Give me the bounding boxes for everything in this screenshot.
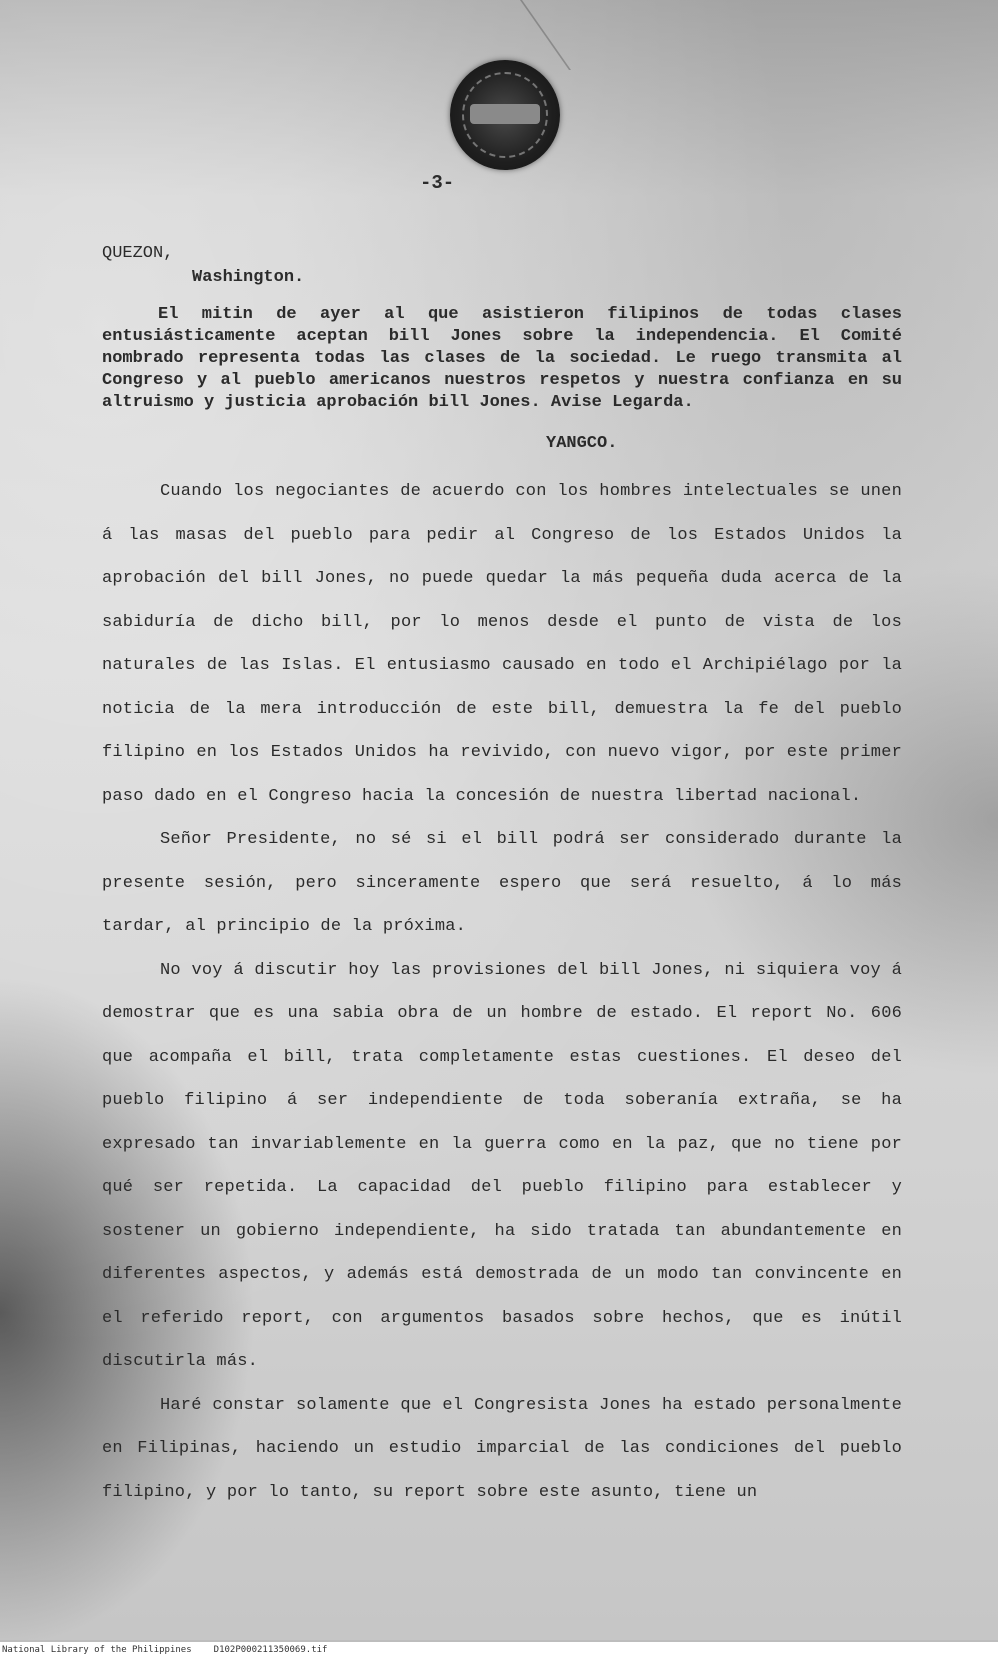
speech-paragraph: Haré constar solamente que el Congresista Jones ha estado personalmente en Filipinas, haciendo un estudio imparcial de las condiciones del pueblo filipino, y por lo tanto, su report sobre este asunto, tiene un [102, 1395, 902, 1502]
speech-paragraph: Señor Presidente, no sé si el bill podrá ser considerado durante la presente sesión, pero sinceramente espero que será resuelto, á lo más tardar, al principio de la próxima. [102, 830, 902, 936]
ink-stamp-seal [450, 60, 560, 170]
telegram-city: Washington. [192, 268, 305, 287]
speech-text [102, 470, 902, 1514]
page-number: -3- [420, 172, 455, 194]
telegram-recipient: QUEZON, [102, 244, 174, 263]
scan-footer [0, 1642, 998, 1658]
footer-file-name: D102P000211350069.tif [213, 1645, 328, 1655]
footer-library: National Library of the Philippines [2, 1645, 192, 1655]
telegram-body: El mitin de ayer al que asistieron filipinos de todas clases entusiásticamente aceptan bill Jones sobre la independencia. El Comité nombrado representa todas las clases de la sociedad. Le ruego transmita al Congreso y al pueblo americanos nuestros respetos y nuestra confianza en su altruismo y justicia aprobación bill Jones. Avise Legarda. [102, 305, 902, 412]
speech-paragraph: No voy á discutir hoy las provisiones del bill Jones, ni siquiera voy á demostrar que es una sabia obra de un hombre de estado. El report No. 606 que acompaña el bill, trata completamente estas cuestiones. El deseo del pueblo filipino á ser independiente de toda soberanía extraña, se ha expresado tan invariablemente en la guerra como en la paz, que no tiene por qué ser repetida. La capacidad del pueblo filipino para establecer y sostener un gobierno independiente, ha sido tratada tan abundantemente en diferentes aspectos, y además está demostrada de un modo tan convincente en el referido report, con argumentos basados sobre hechos, que es inútil discutirla más. [102, 960, 902, 1371]
telegram-header [102, 242, 902, 290]
telegram-signature: YANGCO. [546, 434, 618, 453]
paper-fold [520, 0, 751, 70]
speech-paragraph: Cuando los negociantes de acuerdo con los hombres intelectuales se unen á las masas del pueblo para pedir al Congreso de los Estados Unidos la aprobación del bill Jones, no puede quedar la más pequeña duda acerca de la sabiduría de dicho bill, por lo menos desde el punto de vista de los naturales de las Islas. El entusiasmo causado en todo el Archipiélago por la noticia de la mera introducción de este bill, demuestra la fe del pueblo filipino en los Estados Unidos ha revivido, con nuevo vigor, por este primer paso dado en el Congreso hacia la concesión de nuestra libertad nacional. [102, 482, 902, 806]
